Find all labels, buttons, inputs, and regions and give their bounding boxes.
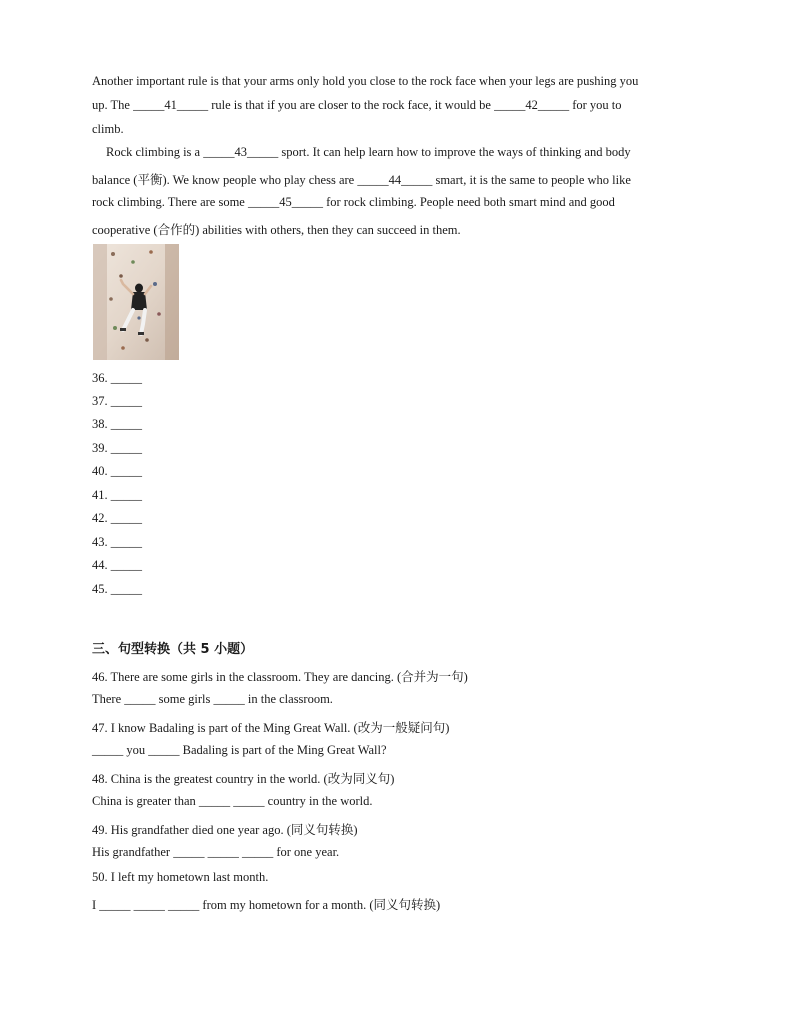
question-46-answer: There _____ some girls _____ in the classroom. [92, 692, 333, 706]
answer-line: 37. _____ [92, 394, 142, 408]
question-47: 47. I know Badaling is part of the Ming Great Wall. (改为一般疑问句) [92, 721, 450, 735]
question-50: 50. I left my hometown last month. [92, 870, 269, 884]
question-49-answer: His grandfather _____ _____ _____ for one year. [92, 845, 340, 859]
passage-line: up. The _____41_____ rule is that if you are closer to the rock face, it would be _____42_____ for you to [92, 98, 622, 112]
answer-line: 44. _____ [92, 558, 142, 572]
answer-line: 40. _____ [92, 464, 142, 478]
question-49: 49. His grandfather died one year ago. (同义句转换) [92, 823, 358, 837]
answer-line: 45. _____ [92, 582, 142, 596]
question-48: 48. China is the greatest country in the world. (改为同义句) [92, 772, 395, 786]
question-50-answer: I _____ _____ _____ from my hometown for a month. (同义句转换) [92, 898, 441, 912]
section-heading: 三、句型转换（共 5 小题） [92, 642, 254, 657]
passage-line: Rock climbing is a _____43_____ sport. It can help learn how to improve the ways of thinking and body [106, 145, 631, 159]
question-48-answer: China is greater than _____ _____ country in the world. [92, 794, 373, 808]
answer-line: 42. _____ [92, 511, 142, 525]
answer-line: 39. _____ [92, 441, 142, 455]
question-46: 46. There are some girls in the classroom. They are dancing. (合并为一句) [92, 670, 468, 684]
passage-line: climb. [92, 122, 124, 136]
passage-line: cooperative (合作的) abilities with others, then they can succeed in them. [92, 223, 461, 237]
answer-line: 38. _____ [92, 417, 142, 431]
answer-line: 43. _____ [92, 535, 142, 549]
passage-line: balance (平衡). We know people who play chess are _____44_____ smart, it is the same to people who like [92, 173, 631, 187]
answer-line: 36. _____ [92, 371, 142, 385]
question-47-answer: _____ you _____ Badaling is part of the Ming Great Wall? [92, 743, 387, 757]
passage-line: Another important rule is that your arms only hold you close to the rock face when your legs are pushing you [92, 74, 639, 88]
rock-climbing-photo [93, 244, 179, 360]
answer-line: 41. _____ [92, 488, 142, 502]
passage-line: rock climbing. There are some _____45_____ for rock climbing. People need both smart mind and good [92, 195, 615, 209]
